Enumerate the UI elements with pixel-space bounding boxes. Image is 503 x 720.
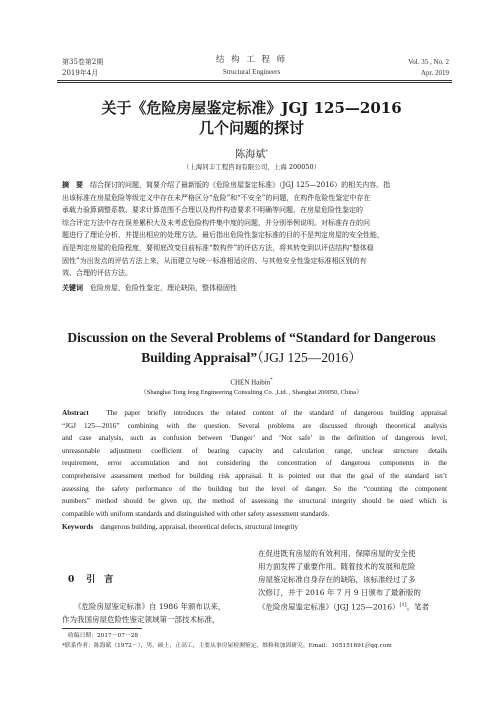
header-rule: [57, 80, 452, 81]
abstract-en-line: “JGJ 125—2016” combining with the question. Several problems are discussed through theoretical analysis: [62, 421, 447, 430]
journal-name-cn: 结 构 工 程 师: [215, 55, 288, 65]
body-left-line: 作为我国房屋危险性鉴定领域第一部技术标准，: [62, 615, 220, 624]
section-title: 引 言: [86, 575, 114, 585]
abstract-en-line: comprehensive assessment method for building risk appraisal. It is pointed out that the goal of the standard isn’t: [62, 471, 447, 480]
abstract-en-label: Abstract: [62, 409, 89, 417]
citation-ref: [1]: [399, 602, 407, 608]
footnote-received: 收稿日期：2017－07－28: [68, 633, 139, 639]
body-right-line-last: 《危险房屋鉴定标准》（JGJ 125—2016）[1]。笔者: [258, 602, 430, 612]
body-right-line: 次修订，并于 2016 年 7 月 9 日颁布了最新版的: [258, 588, 421, 597]
abstract-cn-line: 固性”为出发点的评估方法上来，从而建立与统一标准相适应的、与其他安全性鉴定标准相区别的有: [62, 256, 367, 265]
affiliation-cn: （上海同丰工程咨询有限公司，上海 200050）: [182, 163, 321, 171]
abstract-en: [62, 407, 447, 520]
date-cn: 2019年4月: [62, 69, 99, 77]
body-right-line: 在促进既有房屋的有效利用、保障房屋的安全使: [258, 549, 416, 558]
abstract-en-line: unreasonable adjustment coefficient of bearing capacity and calculation range, unclear structure details: [62, 446, 447, 455]
title-cn-line2: 几个问题的探讨: [198, 119, 304, 137]
header-rule-thin: [57, 82, 452, 83]
abstract-en-line: compatible with uniform standards and distinguished with other safety assessment standards.: [62, 509, 330, 518]
keywords-cn-text: 危险房屋，危险性鉴定，理论缺陷，整体稳固性: [90, 284, 237, 292]
body-left: [62, 600, 250, 626]
body-right: [258, 547, 450, 614]
body-right-line: 用方面发挥了重要作用。随着技术的发展和危险: [258, 562, 416, 571]
author-en: CHEN Haibin*: [230, 378, 273, 387]
abstract-cn-line: 而是判定房屋的危险程度，要彻底改变目前标准“数构件”的评估方法，将其转变到以评估结构“整体稳: [62, 243, 374, 252]
abstract-cn-line: 综合评定方法中存在误差累积大及未考虑危险构件集中度的问题，并分别举例说明。对标准存在的问: [62, 218, 370, 227]
volume-issue-cn: 第35卷第2期: [62, 58, 104, 66]
keywords-en: [62, 521, 447, 534]
abstract-en-line-first: Abstract The paper briefly introduces the related content of the standard of dangerous building appraisal: [62, 409, 447, 417]
abstract-cn-line-first: 摘 要 结合探讨的问题，简要介绍了最新版的《危险房屋鉴定标准》（JGJ 125—2016）的相关内容。指: [62, 180, 391, 189]
date-en: Apr. 2019: [421, 69, 449, 77]
abstract-cn-line: 题进行了理论分析，并提出相应的处理方法。最后指出危险性鉴定标准的目的不是判定房屋的安全性能，: [62, 231, 384, 240]
section-heading: [68, 572, 113, 585]
affiliation-en: （Shanghai Tong feng Engineering Consulting Co. ,Ltd. , Shanghai 200050, China）: [140, 389, 363, 396]
title-cn-line1: 关于《危险房屋鉴定标准》JGJ 125—2016: [101, 99, 402, 117]
abstract-en-line: requirement, error accumulation and not considering the concentration of dangerous components in the: [62, 459, 447, 468]
footnote-bio: *联系作者：陈海斌（1972－），男，硕士，正高工，主要从事房屋检测鉴定、维修和加固研究。Email：105151691＠qq.com: [62, 643, 392, 649]
abstract-en-line: assessing the safety performance of the building but the level of danger. So the “counting the component: [62, 484, 447, 493]
section-number: 0: [68, 575, 75, 585]
abstract-en-line: numbers” method should be given up, the method of assessing the structural integrity should be used which is: [62, 497, 447, 506]
keywords-en-text: dangerous building, appraisal, theoretical defects, structural integrity: [100, 523, 299, 531]
author-footnote-mark: *: [265, 149, 268, 155]
footnote-rule: [62, 628, 142, 629]
abstract-en-line: and case analysis, such as confusion between ‘Danger’ and ‘Not safe’ in the definition of dangerous level,: [62, 434, 447, 443]
abstract-cn-label: 摘 要: [62, 180, 83, 189]
abstract-cn: [62, 179, 447, 280]
volume-issue-en: Vol. 35 , No. 2: [408, 58, 449, 66]
keywords-en-label: Keywords: [62, 523, 94, 531]
title-en-line1: Discussion on the Several Problems of “Standard for Dangerous: [67, 330, 436, 345]
abstract-cn-line: 效、合理的评估方法。: [62, 269, 132, 278]
title-en-line2: Building Appraisal”（JGJ 125—2016）: [141, 350, 362, 365]
body-left-line: 《危险房屋鉴定标准》自 1986 年颁布以来，: [74, 602, 226, 611]
body-right-line: 房屋鉴定标准自身存在的缺陷，该标准经过了多: [258, 575, 416, 584]
journal-name-en: Structural Engineers: [222, 68, 281, 76]
keywords-cn: [62, 282, 447, 295]
abstract-cn-line: 承载力验算调整系数、要求计算范围不合理以及构件构造要求不明确等问题，在房屋危险性鉴定的: [62, 206, 363, 215]
author-cn: 陈海斌*: [235, 149, 268, 161]
abstract-cn-line: 出该标准在房屋危险等级定义中存在未严格区分“危险”和“不安全”的问题，在构件危险性鉴定中存在: [62, 193, 371, 202]
keywords-cn-label: 关键词: [62, 283, 83, 292]
